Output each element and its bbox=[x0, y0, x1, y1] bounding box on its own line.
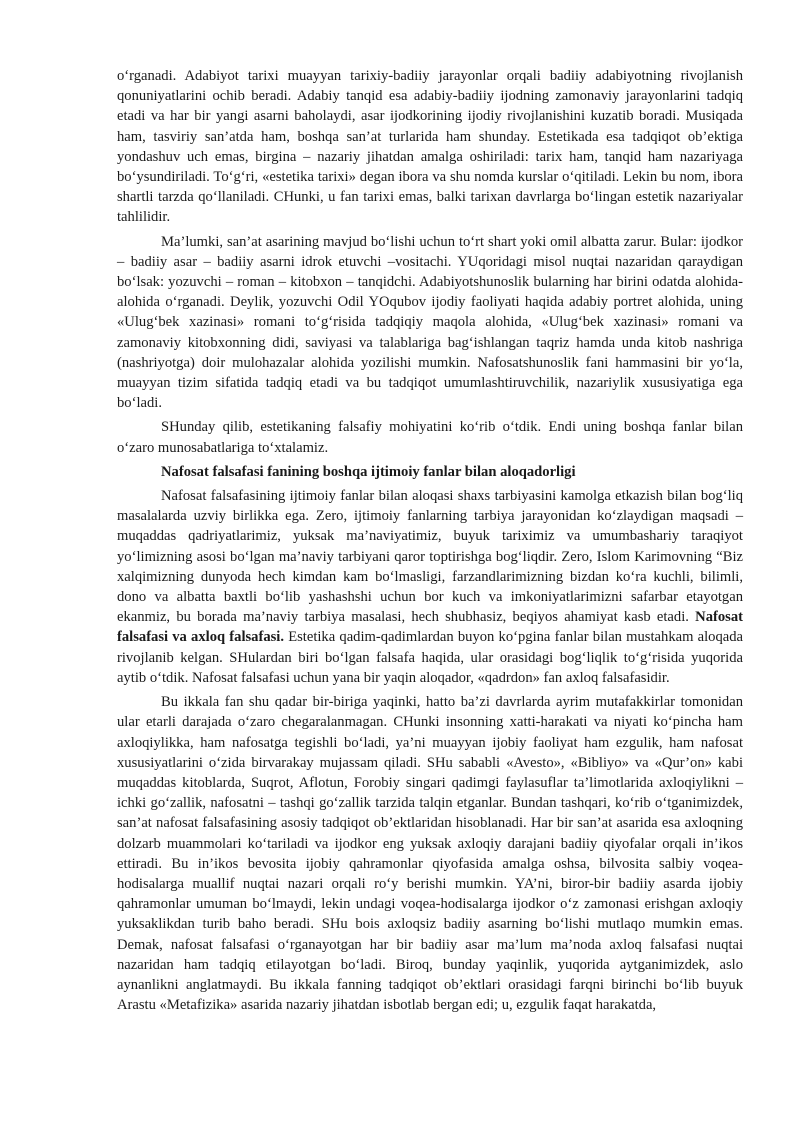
section-heading: Nafosat falsafasi fanining boshqa ijtimoiy fanlar bilan aloqadorligi bbox=[161, 463, 576, 480]
paragraph-4-bold-term: Nafosat falsafasi va axloq falsafasi. bbox=[117, 609, 743, 646]
paragraph-5: Bu ikkala fan shu qadar bir-biriga yaqinki, hatto ba’zi davrlarda ayrim mutafakkirlar tomonidan ular etarli darajada o‘zaro chegaralanmagan. CHunki insonning xatti-harakati va niyati ko‘pincha ham axloqiylikka, ham nafosatga tegishli bo‘ladi, ya’ni muayyan ijobiy faoliyat ham ezgulik, ham nafosat xususiyatlarini o‘zida birvarakay mujassam qiladi. SHu sababli «Avesto», «Bibliyo» va «Qur’on» kabi muqaddas kitoblarda, Suqrot, Aflotun, Forobiy singari qadimgi faylasuflar ta’limotlarida axloqiylikni – ichki go‘zallik, nafosatni – tashqi go‘zallik tarzida talqin etganlar. Bundan tashqari, ko‘rib o‘tganimizdek, san’at nafosat falsafasining asosiy tadqiqot ob’ektlaridan hisoblanadi. Har bir san’at asarida esa axloqning dolzarb muammolari ko‘tariladi va ijodkor eng yuksak axloqiy darajani badiiy qiyofalar orqali in’ikos ettiradi. Bu in’ikos bevosita ijobiy qahramonlar qiyofasida amalga oshsa, bilvosita salbiy voqea-hodisalarga muallif nuqtai nazari orqali ro‘y berishi mumkin. YA’ni, biror-bir badiiy asarda ijobiy qahramonlar umuman bo‘lmaydi, lekin undagi voqea-hodisalarga ijodkor o‘z zamonasi erishgan axloqiy yuksaklikdan turib baho beradi. SHu bois axloqsiz badiiy asarning bo‘lishi mutlaqo mumkin emas. Demak, nafosat falsafasi o‘rganayotgan har bir badiiy asar ma’lum ma’noda axloq falsafasi nuqtai nazaridan ham tadqiq etilayotgan bo‘ladi. Biroq, bunday yaqinlik, yuqorida aytganimizdek, aslo aynanlikni anglatmaydi. Bu ikkala fanning tadqiqot ob’ektlari orasidagi farqni birinchi bo‘lib buyuk Arastu «Metafizika» asarida nazariy jihatdan isbotlab bergan edi; u, ezgulik faqat harakatda, bbox=[117, 694, 743, 1014]
paragraph-4-text-a: Nafosat falsafasining ijtimoiy fanlar bilan aloqasi shaxs tarbiyasini kamolga etkazish bilan bog‘liq masalalarda uzviy birlikka ega. Zero, ijtimoiy fanlarning tarbiya jarayonidan ko‘zlaydigan maqsadi – muqaddas qadriyatlarimiz, yuksak ma’naviyatimiz, buyuk tariximiz va umumbashariy taraqiyot yo‘limizning asosi bo‘lgan ma’naviy tarbiyani qaror toptirishga bog‘liqdir. Zero, Islom Karimovning “Biz xalqimizning dunyoda hech kimdan kam bo‘lmasligi, farzandlarimizning bizdan ko‘ra kuchli, bilimli, dono va albatta baxtli bo‘lib yashashshi uchun bor kuch va imkoniyatlarimizni safarbar etayotgan ekanmiz, bu borada ma’naviy tarbiya masalasi, hech shubhasiz, beqiyos ahamiyat kasb etadi. bbox=[117, 488, 743, 626]
paragraph-2: Ma’lumki, san’at asarining mavjud bo‘lishi uchun to‘rt shart yoki omil albatta zarur. Bular: ijodkor – badiiy asar – badiiy asarni idrok etuvchi –vositachi. YUqoridagi misol nuqtai nazaridan qaraydigan bo‘lsak: yozuvchi – roman – kitobxon – tanqidchi. Adabiyotshunoslik bularning har birini odatda alohida-alohida o‘rganadi. Deylik, yozuvchi Odil YOqubov ijodiy faoliyati haqida adabiy portret alohida, uning «Ulug‘bek xazinasi» romani to‘g‘risida tadqiqiy maqola alohida, «Ulug‘bek xazinasi» romani va zamonaviy kitobxonning didi, saviyasi va talablariga bag‘ishlangan taqriz hamda unda kitob nashriga (nashriyotga) doir mulohazalar alohida yozilishi mumkin. Nafosatshunoslik fani hammasini bir yo‘la, muayyan tizim sifatida tadqiq etadi va bu tadqiqot umumlashtiruvchilik, nazariylik xususiyatiga ega bo‘ladi. bbox=[117, 233, 743, 412]
document-page bbox=[117, 66, 743, 1019]
paragraph-4 bbox=[117, 486, 743, 688]
paragraph-1: o‘rganadi. Adabiyot tarixi muayyan tarixiy-badiiy jarayonlar orqali badiiy adabiyotning rivojlanish qonuniyatlarini ochib beradi. Adabiy tanqid esa adabiy-badiiy ijodning zamonaviy jarayonlarini tadqiq etadi va har bir yangi asarni baholaydi, asar ijodkorining ijodiy rivojlanishini kuzatib boradi. Musiqada ham, tasviriy san’atda ham, boshqa san’at turlarida ham shunday. Estetikada esa tadqiqot ob’ektiga yondashuv uch emas, birgina – nazariy jihatdan amalga oshiriladi: tarix ham, tanqid ham nazariyaga bo‘ysundiriladi. To‘g‘ri, «estetika tarixi» degan ibora va shu nomda kurslar o‘qitiladi. Lekin bu nom, ibora shartli tarzda qo‘llaniladi. CHunki, u fan tarixi emas, balki tarixan davrlarga bo‘lingan estetik nazariyalar tahlilidir. bbox=[117, 68, 743, 226]
paragraph-4-text-b: Estetika qadim-qadimlardan buyon ko‘pgina fanlar bilan mustahkam aloqada rivojlanib kelgan. SHulardan biri bo‘lgan falsafa haqida, ular orasidagi bog‘liqlik to‘g‘risida yuqorida aytib o‘tdik. Nafosat falsafasi uchun yana bir yaqin aloqador, «qadrdon» fan axloq falsafasidir. bbox=[117, 629, 744, 686]
paragraph-3: SHunday qilib, estetikaning falsafiy mohiyatini ko‘rib o‘tdik. Endi uning boshqa fanlar bilan o‘zaro munosabatlariga to‘xtalamiz. bbox=[117, 419, 743, 456]
